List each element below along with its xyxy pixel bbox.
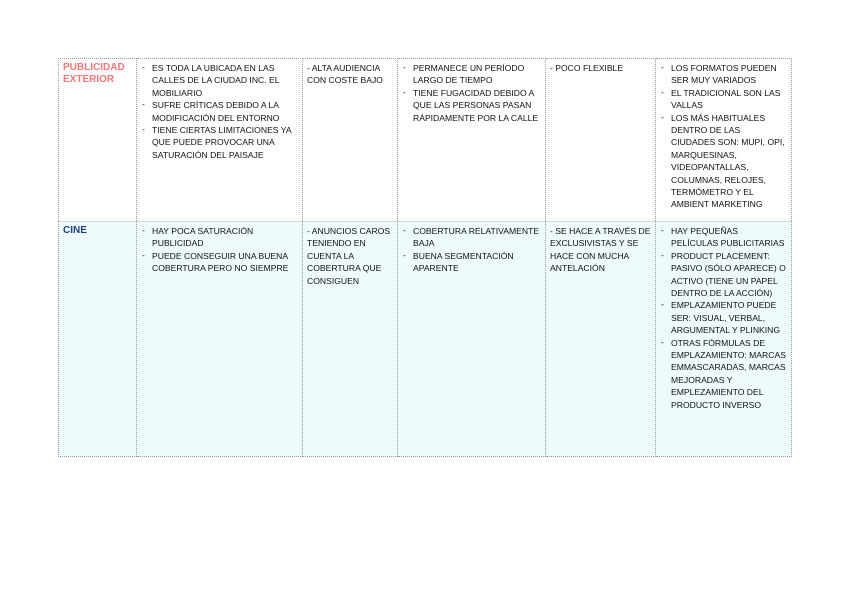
cobertura-list — [402, 225, 541, 275]
table-row-publicidad-exterior — [59, 59, 792, 222]
table-row-cine — [59, 222, 792, 457]
list-item: - EL TRADICIONAL SON LAS VALLAS — [660, 87, 787, 112]
ventajas-list — [141, 62, 298, 161]
formatos-list — [660, 225, 787, 411]
category-cell — [59, 222, 137, 457]
formatos-list — [660, 62, 787, 211]
ventajas-cell — [137, 222, 303, 457]
list-item: - LOS MÁS HABITUALES DENTRO DE LAS CIUDADES SON: MUPI, OPI, MARQUESINAS, VIDEOPANTALLAS, COLUMNAS, RELOJES, TERMÓMETRO Y EL AMBIENT MARKETING — [660, 112, 787, 211]
list-item: - COBERTURA RELATIVAMENTE BAJA — [402, 225, 541, 250]
audiencia-text: - ALTA AUDIENCIA CON COSTE BAJO — [307, 63, 383, 86]
audiencia-cell — [303, 222, 398, 457]
cobertura-cell — [398, 59, 546, 222]
flexibilidad-text: - SE HACE A TRAVÉS DE EXCLUSIVISTAS Y SE HACE CON MUCHA ANTELACIÓN — [550, 226, 651, 274]
audiencia-text: - ANUNCIOS CAROS TENIENDO EN CUENTA LA COBERTURA QUE CONSIGUEN — [307, 226, 391, 286]
category-cell — [59, 59, 137, 222]
flexibilidad-text: - POCO FLEXIBLE — [550, 63, 624, 73]
audiencia-cell — [303, 59, 398, 222]
ventajas-list — [141, 225, 298, 275]
list-item: - PERMANECE UN PERÍODO LARGO DE TIEMPO — [402, 62, 541, 87]
formatos-cell — [656, 222, 792, 457]
list-item: - SUFRE CRÍTICAS DEBIDO A LA MODIFICACIÓN DEL ENTORNO — [141, 99, 298, 124]
cobertura-cell — [398, 222, 546, 457]
list-item: - PRODUCT PLACEMENT: PASIVO (SÓLO APARECE) O ACTIVO (TIENE UN PAPEL DENTRO DE LA ACCIÓN) — [660, 250, 787, 300]
formatos-cell — [656, 59, 792, 222]
list-item: - HAY POCA SATURACIÓN PUBLICIDAD — [141, 225, 298, 250]
list-item: - ES TODA LA UBICADA EN LAS CALLES DE LA CIUDAD INC. EL MOBILIARIO — [141, 62, 298, 99]
category-label: PUBLICIDAD EXTERIOR — [63, 62, 125, 85]
ventajas-cell — [137, 59, 303, 222]
list-item: - BUENA SEGMENTACIÓN APARENTE — [402, 250, 541, 275]
flexibilidad-cell — [546, 59, 656, 222]
cobertura-list — [402, 62, 541, 124]
list-item: - TIENE FUGACIDAD DEBIDO A QUE LAS PERSONAS PASAN RÁPIDAMENTE POR LA CALLE — [402, 87, 541, 124]
flexibilidad-cell — [546, 222, 656, 457]
category-label: CINE — [63, 225, 87, 236]
list-item: - LOS FORMATOS PUEDEN SER MUY VARIADOS — [660, 62, 787, 87]
list-item: - TIENE CIERTAS LIMITACIONES YA QUE PUEDE PROVOCAR UNA SATURACIÓN DEL PAISAJE — [141, 124, 298, 161]
list-item: - HAY PEQUEÑAS PELÍCULAS PUBLICITARIAS — [660, 225, 787, 250]
list-item: - EMPLAZAMIENTO PUEDE SER: VISUAL, VERBAL, ARGUMENTAL Y PLINKING — [660, 299, 787, 336]
list-item: - OTRAS FÓRMULAS DE EMPLAZAMIENTO: MARCAS EMMASCARADAS, MARCAS MEJORADAS Y EMPLEZAMIENTO DEL PRODUCTO INVERSO — [660, 337, 787, 411]
list-item: - PUEDE CONSEGUIR UNA BUENA COBERTURA PERO NO SIEMPRE — [141, 250, 298, 275]
media-comparison-table — [58, 58, 792, 457]
